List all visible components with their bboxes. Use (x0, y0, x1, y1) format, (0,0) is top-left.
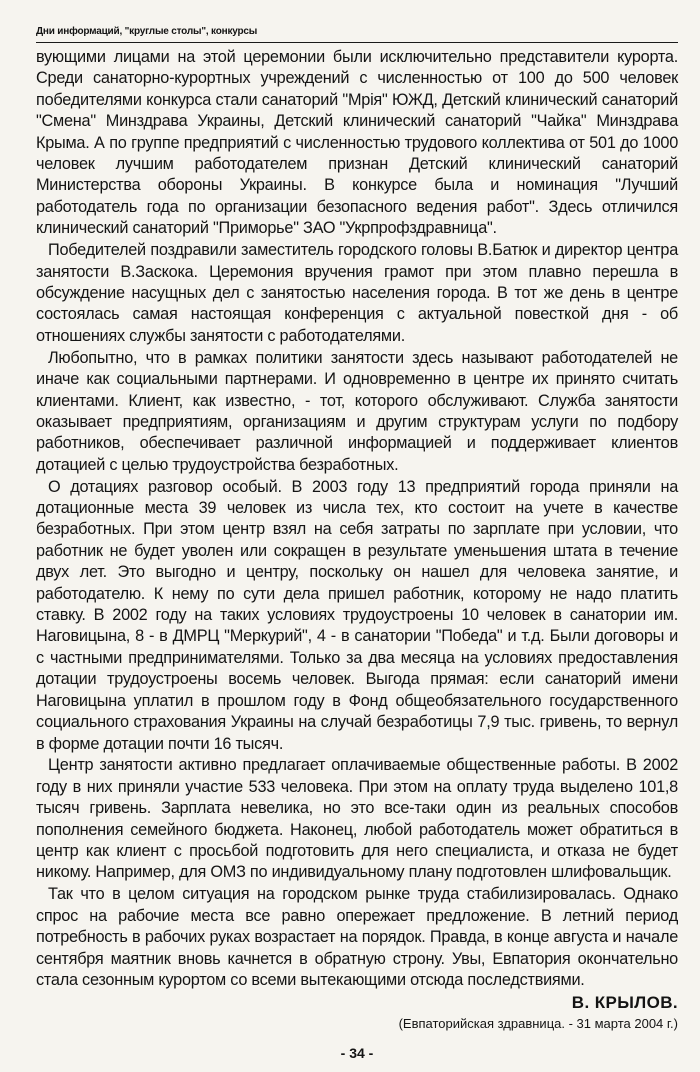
article-body (36, 47, 678, 991)
running-header: Дни информаций, "круглые столы", конкурсы (36, 20, 678, 43)
paragraph-2: Победителей поздравили заместитель городского головы В.Батюк и директор центра занятости В.Заскока. Церемония вручения грамот при этом плавно перешла в обсуждение насущных дел с занятостью населения города. В тот же день в центре состоялась самая настоящая конференция с актуальной повесткой дня - об отношениях службы занятости с работодателями. (36, 241, 678, 345)
author-signature: В. КРЫЛОВ. (571, 993, 678, 1013)
paragraph-4: О дотациях разговор особый. В 2003 году 13 предприятий города приняли на дотационные места 39 человек из числа тех, кто состоит на учете в качестве безработных. При этом центр взял на себя затраты по зарплате при условии, что работник не будет уволен или сокращен в результате уменьшения штата в течение двух лет. Это выгодно и центру, поскольку он нашел для человека занятие, и работодателю. К нему по сути дела пришел работник, которому не надо платить ставку. В 2002 году на таких условиях трудоустроены 10 человек в санатории им. Наговицына, 8 - в ДМРЦ "Меркурий", 4 - в санатории "Победа" и т.д. Были договоры и с частными предпринимателями. Только за два месяца на условиях предоставления дотации трудоустроены восемь человек. Выгода прямая: если санаторий имени Наговицына уплатил в прошлом году в Фонд общеобязательного государственного социального страхования Украины на случай безработицы 7,9 тыс. гривень, то вернул в форме дотации почти 16 тысяч. (36, 477, 678, 753)
paragraph-3: Любопытно, что в рамках политики занятости здесь называют работодателей не иначе как социальными партнерами. И одновременно в центре их принято считать клиентами. Клиент, как известно, - тот, которого обслуживают. Служба занятости оказывает предприятиям, организациям и другим структурам услуги по подбору работников, обеспечивает различной информацией и поддерживает клиентов дотацией с целью трудоустройства безработных. (36, 348, 678, 474)
paragraph-1: вующими лицами на этой церемонии были исключительно представители курорта. Среди санаторно-курортных учреждений с численностью от 100 до 500 человек победителями конкурса стали санаторий "Мрія" ЮЖД, Детский клинический санаторий "Смена" Минздрава Украины, Детский клинический санаторий "Чайка" Минздрава Крыма. А по группе предприятий с численностью трудового коллектива от 501 до 1000 человек лучшим работодателем признан Детский клинический санаторий Министерства обороны Украины. В конкурсе была и номинация "Лучший работодатель года по организации безопасного ведения работ". Здесь отличился клинический санаторий "Приморье" ЗАО "Укрпрофздравница". (36, 48, 678, 238)
source-citation: (Евпаторийская здравница. - 31 марта 2004 г.) (398, 1016, 678, 1032)
paragraph-5: Центр занятости активно предлагает оплачиваемые общественные работы. В 2002 году в них приняли участие 533 человека. При этом на оплату труда выделено 101,8 тысяч гривень. Зарплата невелика, но это все-таки один из реальных способов пополнения семейного бюджета. Наконец, любой работодатель может обратиться в центр как клиент с просьбой подготовить для него специалиста, и отказа не будет никому. Например, для ОМЗ по индивидуальному плану подготовлен шлифовальщик. (36, 756, 678, 882)
paragraph-6: Так что в целом ситуация на городском рынке труда стабилизировалась. Однако спрос на рабочие места все равно опережает предложение. В летний период потребность в рабочих руках возрастает на порядок. Правда, в конце августа и начале сентября маятник вновь качнется в обратную строну. Увы, Евпатория окончательно стала сезонным курортом со всеми вытекающими отсюда последствиями. (36, 885, 678, 989)
page-number: - 34 - (340, 1045, 374, 1062)
